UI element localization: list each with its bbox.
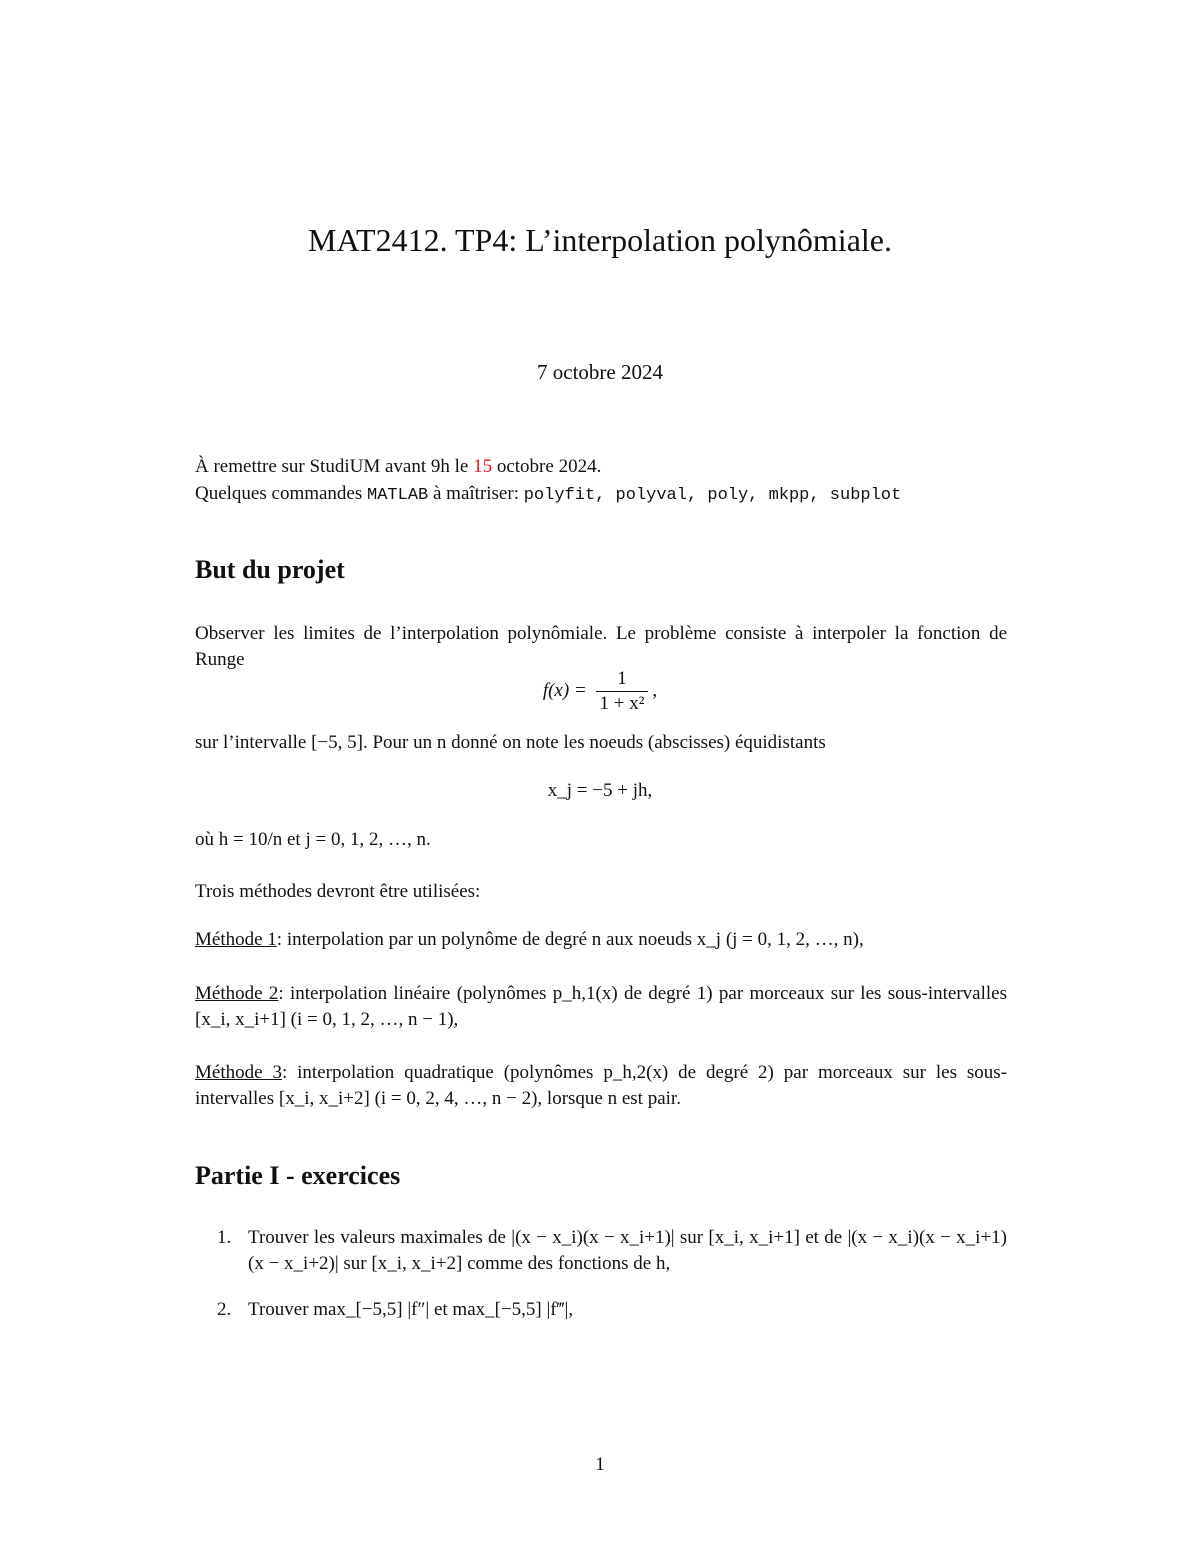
- commands-line: [195, 481, 901, 509]
- deadline-suffix: octobre 2024.: [492, 456, 602, 477]
- method-3-label: Méthode 3: [195, 1062, 282, 1083]
- method-3-text: : interpolation quadratique (polynômes p_h,2(x) de degré 2) par morceaux sur les sous-intervalles [x_i, x_i+2] (i = 0, 2, 4, …, n − 2), lorsque n est pair.: [195, 1062, 1007, 1109]
- method-1: [195, 927, 1007, 953]
- formula-fraction: [596, 668, 649, 715]
- runge-formula: [0, 668, 1200, 715]
- commands-prefix: Quelques commandes: [195, 483, 368, 504]
- document-date: 7 octobre 2024: [537, 360, 663, 384]
- section-heading-but: But du projet: [195, 555, 345, 584]
- intro-paragraph: Observer les limites de l’interpolation polynômiale. Le problème consiste à interpoler la fonction de Runge: [195, 623, 1007, 670]
- commands-list: polyfit, polyval, poly, mkpp, subplot: [523, 486, 902, 505]
- deadline-prefix: À remettre sur StudiUM avant 9h le: [195, 456, 474, 477]
- deadline-day: 15: [473, 456, 493, 477]
- method-2-label: Méthode 2: [195, 983, 279, 1004]
- formula-denominator: 1 + x²: [599, 693, 645, 714]
- methods-intro: Trois méthodes devront être utilisées:: [195, 881, 481, 902]
- list-item-text: Trouver max_[−5,5] |f″| et max_[−5,5] |f‴|,: [248, 1299, 574, 1320]
- formula-end: ,: [652, 679, 658, 701]
- section-heading-partie-1: Partie I - exercices: [195, 1161, 401, 1190]
- list-item: [217, 1297, 1007, 1323]
- interval-paragraph: sur l’intervalle [−5, 5]. Pour un n donné on note les noeuds (abscisses) équidistants: [195, 732, 826, 753]
- method-2: [195, 981, 1007, 1033]
- list-item-number: 1.: [217, 1227, 232, 1248]
- method-2-text: : interpolation linéaire (polynômes p_h,1(x) de degré 1) par morceaux sur les sous-intervalles [x_i, x_i+1] (i = 0, 1, 2, …, n − 1),: [195, 983, 1007, 1030]
- deadline-line: [195, 454, 601, 480]
- where-line: où h = 10/n et j = 0, 1, 2, …, n.: [195, 829, 431, 850]
- formula-lhs: f(x) =: [542, 679, 587, 701]
- list-item-number: 2.: [217, 1299, 232, 1320]
- list-item: [217, 1225, 1007, 1277]
- method-1-text: : interpolation par un polynôme de degré n aux noeuds x_j (j = 0, 1, 2, …, n),: [276, 929, 864, 950]
- nodes-formula: x_j = −5 + jh,: [547, 780, 653, 801]
- formula-numerator: 1: [596, 668, 649, 692]
- list-item-text: Trouver les valeurs maximales de |(x − x_i)(x − x_i+1)| sur [x_i, x_i+1] et de |(x − x_i)(x − x_i+1)(x − x_i+2)| sur [x_i, x_i+2] comme des fonctions de h,: [248, 1227, 1007, 1274]
- matlab-name: MATLAB: [367, 486, 429, 505]
- method-1-label: Méthode 1: [195, 929, 277, 950]
- commands-middle: à maîtriser:: [428, 483, 524, 504]
- page-title: MAT2412. TP4: L’interpolation polynômiale.: [308, 222, 892, 258]
- page-number: 1: [595, 1454, 605, 1475]
- method-3: [195, 1060, 1007, 1112]
